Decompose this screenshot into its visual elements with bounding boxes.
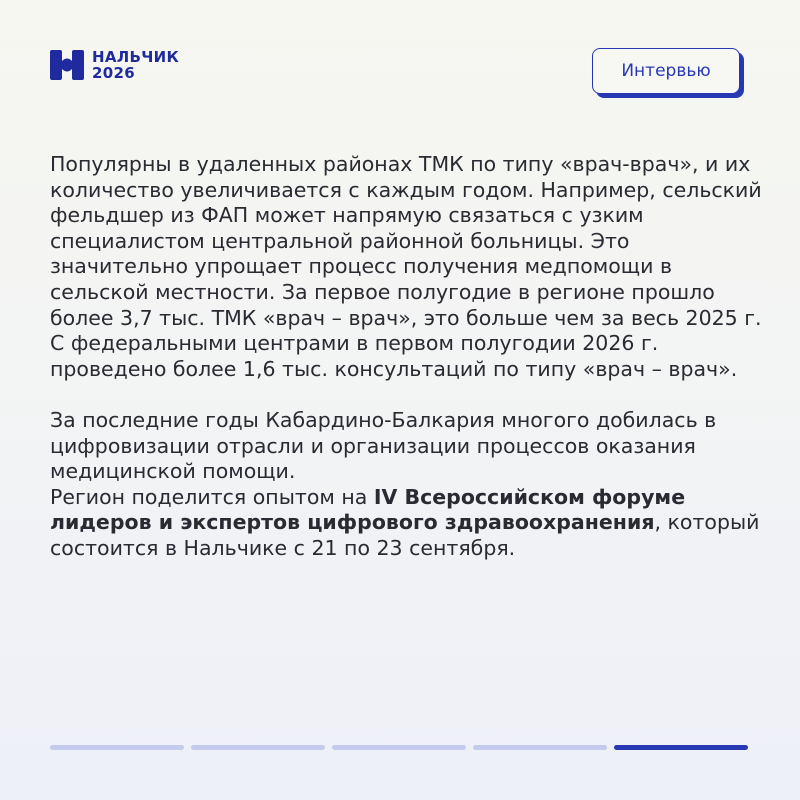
category-tag: Интервью: [592, 48, 740, 94]
paragraph-forum-tail: , который состоится в Нальчике с 21 по 23 сентября.: [50, 510, 760, 560]
progress-segment: [50, 745, 184, 750]
progress-segment-active: [614, 745, 748, 750]
progress-segment: [332, 745, 466, 750]
paragraph-telemedicine: Популярны в удаленных районах ТМК по типу «врач-врач», и их количество увеличивается с каждым годом. Например, сельский фельдшер из ФАП может напрямую связаться с узким специалистом центральной районной больницы. Это значительно упрощает процесс получения медпомощи в сельской местности. За первое полугодие в регионе прошло более 3,7 тыс. ТМК «врач – врач», это больше чем за весь 2025 г. С федеральными центрами в первом полугодии 2026 г. проведено более 1,6 тыс. консультаций по типу «врач – врач».: [50, 152, 762, 381]
brand-logo: [48, 48, 179, 82]
forum-name: IV Всероссийском форуме лидеров и экспертов цифрового здравоохранения: [50, 484, 686, 535]
slide-progress: [50, 745, 748, 750]
logo-city: НАЛЬЧИК: [92, 48, 180, 66]
logo-year: 2026: [92, 64, 135, 82]
paragraph-forum-lead: Регион поделится опытом на: [50, 484, 374, 509]
paragraph-forum: [50, 408, 762, 562]
paragraph-forum-intro: За последние годы Кабардино-Балкария многого добилась в цифровизации отрасли и организации процессов оказания медицинской помощи.: [50, 407, 717, 484]
progress-segment: [473, 745, 607, 750]
progress-segment: [191, 745, 325, 750]
nalchik-logo-icon: [48, 48, 86, 82]
logo-wordmark: [92, 49, 179, 81]
article-body: [50, 152, 762, 562]
